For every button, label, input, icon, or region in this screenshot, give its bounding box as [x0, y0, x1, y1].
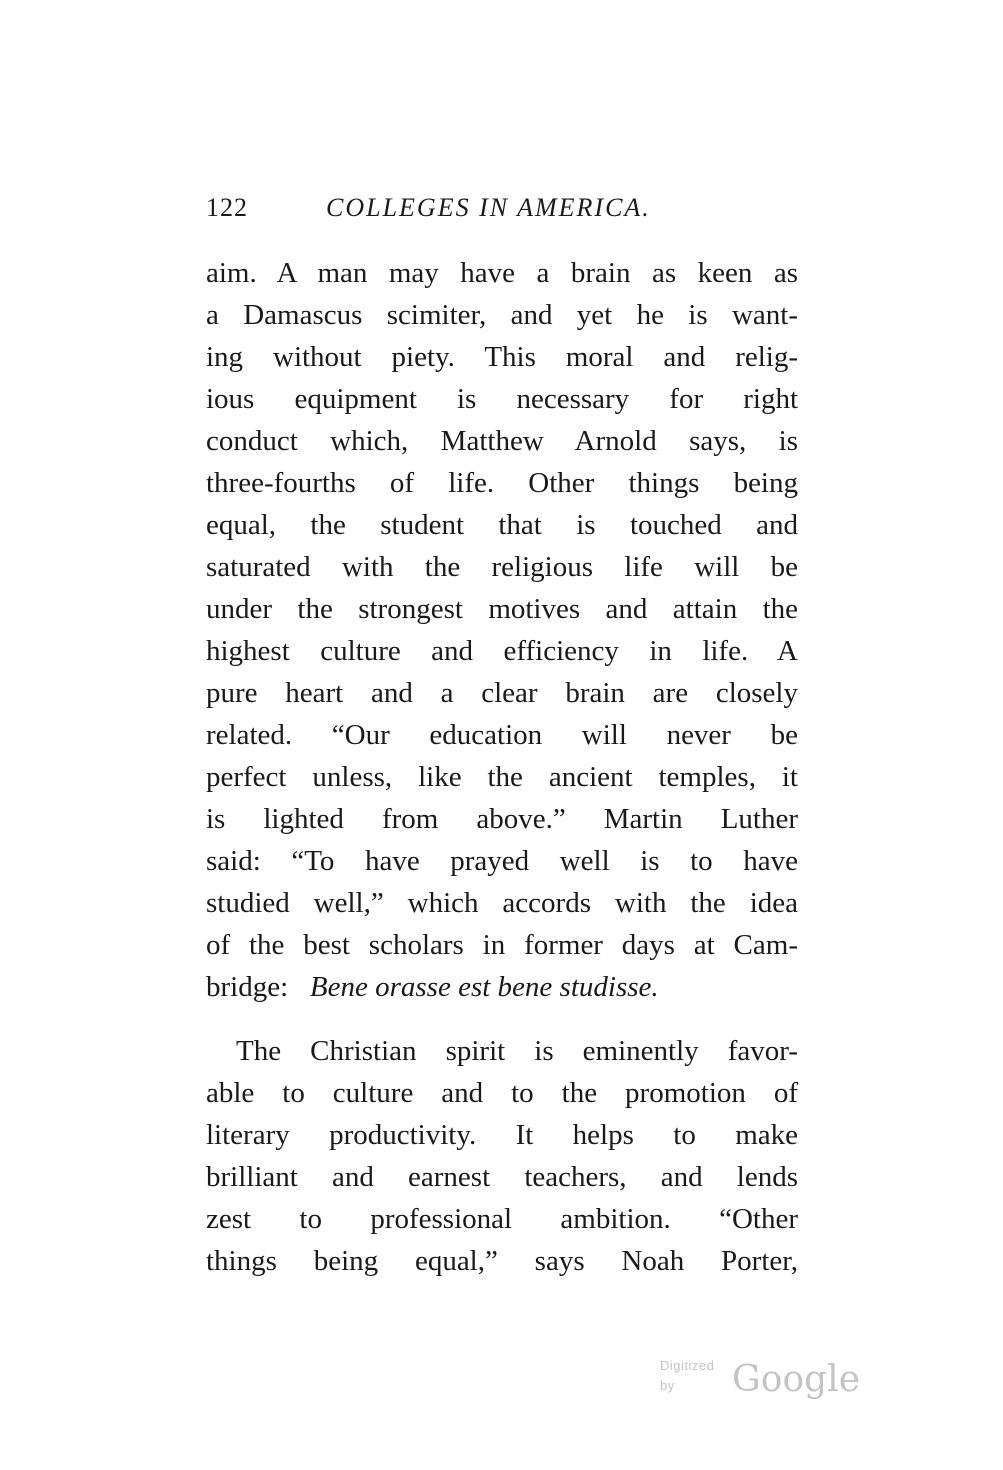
text-line: aim. A man may have a brain as keen as — [206, 257, 798, 289]
body-text — [206, 252, 798, 1282]
text-line: of the best scholars in former days at Cam- — [206, 929, 798, 961]
text-line: pure heart and a clear brain are closely — [206, 677, 798, 709]
paragraph-2 — [206, 1030, 798, 1282]
running-head — [206, 188, 798, 228]
text-line: related. “Our education will never be — [206, 719, 798, 751]
text-line: under the strongest motives and attain the — [206, 593, 798, 625]
text-line: three-fourths of life. Other things being — [206, 467, 798, 499]
text-line: able to culture and to the promotion of — [206, 1077, 798, 1109]
line-lead-text: bridge: — [206, 971, 289, 1003]
text-line: brilliant and earnest teachers, and lends — [206, 1161, 798, 1193]
page-number: 122 — [206, 193, 248, 222]
text-line-final — [206, 966, 798, 1008]
digitized-watermark — [660, 1352, 860, 1402]
text-line: studied well,” which accords with the idea — [206, 887, 798, 919]
text-line: saturated with the religious life will be — [206, 551, 798, 583]
text-line: said: “To have prayed well is to have — [206, 845, 798, 877]
paragraph-1 — [206, 252, 798, 1008]
latin-quotation: Bene orasse est bene studisse. — [309, 971, 659, 1003]
watermark-small-text: Digitized by — [660, 1358, 715, 1393]
text-line: zest to professional ambition. “Other — [206, 1203, 798, 1235]
text-line: perfect unless, like the ancient temples, it — [206, 761, 798, 793]
text-line: The Christian spirit is eminently favor- — [236, 1035, 798, 1067]
watermark-logo-text: Google — [732, 1359, 860, 1400]
text-line: highest culture and efficiency in life. A — [206, 635, 798, 667]
text-line: conduct which, Matthew Arnold says, is — [206, 425, 798, 457]
text-line: equal, the student that is touched and — [206, 509, 798, 541]
text-line: a Damascus scimiter, and yet he is want- — [206, 299, 798, 331]
text-line: ious equipment is necessary for right — [206, 383, 798, 415]
paragraph-gap — [206, 1008, 798, 1030]
text-line: literary productivity. It helps to make — [206, 1119, 798, 1151]
text-line: things being equal,” says Noah Porter, — [206, 1245, 798, 1277]
running-title: COLLEGES IN AMERICA. — [326, 193, 651, 222]
text-line: is lighted from above.” Martin Luther — [206, 803, 798, 835]
text-line: ing without piety. This moral and relig- — [206, 341, 798, 373]
